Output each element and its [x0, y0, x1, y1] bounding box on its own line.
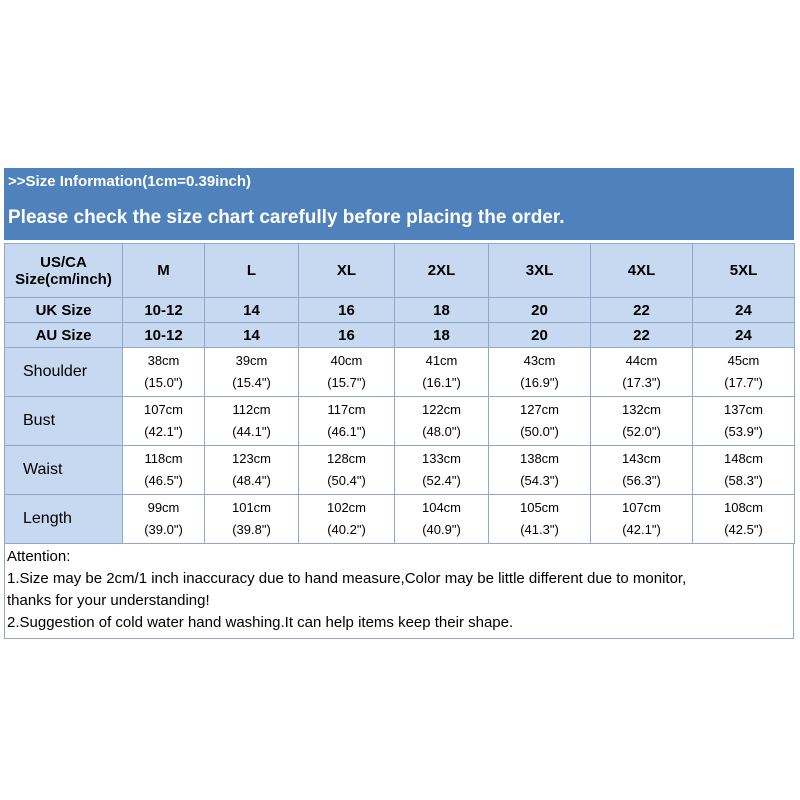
cm-value: 39cm	[235, 353, 268, 368]
cm-value: 138cm	[519, 451, 560, 466]
size-header-cell: L	[205, 244, 299, 298]
measurement-cell	[299, 446, 395, 495]
inch-value: (15.0")	[144, 375, 183, 390]
size-header-cell: 4XL	[591, 244, 693, 298]
inch-value: (46.1")	[327, 424, 366, 439]
inch-value: (39.0")	[144, 522, 183, 537]
banner	[4, 168, 794, 243]
measurement-cell	[205, 495, 299, 544]
inch-value: (58.3")	[724, 473, 763, 488]
inch-value: (16.1")	[422, 375, 461, 390]
cm-value: 118cm	[144, 451, 183, 466]
inch-value: (54.3")	[520, 473, 559, 488]
us-ca-label-text: US/CA	[40, 253, 87, 271]
measurement-cell	[205, 397, 299, 446]
measurement-label: Length	[5, 495, 123, 544]
uk-size-cell: 18	[395, 298, 489, 323]
measurement-cell	[299, 348, 395, 397]
inch-value: (40.9")	[422, 522, 461, 537]
measurement-cell	[489, 348, 591, 397]
inch-value: (16.9")	[520, 375, 559, 390]
measurement-cell	[299, 397, 395, 446]
cm-value: 112cm	[232, 402, 271, 417]
cm-value: 108cm	[723, 500, 764, 515]
cm-value: 132cm	[621, 402, 662, 417]
inch-value: (50.0")	[520, 424, 559, 439]
attention-heading: Attention:	[7, 548, 71, 565]
cm-value: 143cm	[621, 451, 662, 466]
inch-value: (39.8")	[232, 522, 271, 537]
cm-value: 105cm	[519, 500, 560, 515]
cm-value: 45cm	[727, 353, 760, 368]
cm-value: 122cm	[421, 402, 462, 417]
measurement-cell	[123, 348, 205, 397]
measurement-label: Waist	[5, 446, 123, 495]
measurement-rows	[5, 348, 795, 544]
cm-value: 127cm	[519, 402, 560, 417]
inch-value: (56.3")	[622, 473, 661, 488]
measurement-cell	[693, 446, 795, 495]
measurement-cell	[489, 446, 591, 495]
uk-size-cell: 14	[205, 298, 299, 323]
inch-value: (42.1")	[144, 424, 183, 439]
size-unit-label-text: Size(cm/inch)	[15, 270, 112, 288]
note-line: thanks for your understanding!	[7, 592, 210, 609]
measurement-cell	[395, 446, 489, 495]
size-header-cell: 5XL	[693, 244, 795, 298]
measurement-label: Bust	[5, 397, 123, 446]
measurement-cell	[123, 495, 205, 544]
au-size-cell: 24	[693, 323, 795, 348]
measurement-cell	[591, 348, 693, 397]
cm-value: 107cm	[621, 500, 662, 515]
size-header-cell: 2XL	[395, 244, 489, 298]
size-chart	[4, 168, 794, 639]
measurement-cell	[123, 397, 205, 446]
measurement-cell	[395, 495, 489, 544]
uk-size-cell: 22	[591, 298, 693, 323]
cm-value: 44cm	[625, 353, 658, 368]
inch-value: (50.4")	[327, 473, 366, 488]
cm-value: 128cm	[326, 451, 367, 466]
measurement-cell	[489, 397, 591, 446]
cm-value: 99cm	[147, 500, 180, 515]
cm-value: 148cm	[723, 451, 764, 466]
order-instruction: Please check the size chart carefully before placing the order.	[4, 196, 794, 243]
au-size-cell: 22	[591, 323, 693, 348]
cm-value: 102cm	[326, 500, 367, 515]
measurement-row-bust	[5, 397, 795, 446]
measurement-cell	[591, 397, 693, 446]
measurement-cell	[123, 446, 205, 495]
size-header-cell: XL	[299, 244, 395, 298]
measurement-cell	[693, 348, 795, 397]
measurement-label: Shoulder	[5, 348, 123, 397]
measurement-cell	[395, 397, 489, 446]
inch-value: (52.4")	[422, 473, 461, 488]
uk-size-label: UK Size	[5, 298, 123, 323]
cm-value: 117cm	[327, 402, 366, 417]
inch-value: (17.3")	[622, 375, 661, 390]
note-line: 2.Suggestion of cold water hand washing.It can help items keep their shape.	[7, 614, 514, 631]
inch-value: (53.9")	[724, 424, 763, 439]
measurement-cell	[299, 495, 395, 544]
cm-value: 137cm	[723, 402, 764, 417]
size-header-cell: 3XL	[489, 244, 591, 298]
au-size-label: AU Size	[5, 323, 123, 348]
cm-value: 43cm	[523, 353, 556, 368]
au-size-cell: 10-12	[123, 323, 205, 348]
au-size-row	[5, 323, 795, 348]
inch-value: (41.3")	[520, 522, 559, 537]
uk-size-row	[5, 298, 795, 323]
inch-value: (15.4")	[232, 375, 271, 390]
uk-size-cell: 16	[299, 298, 395, 323]
measurement-row-shoulder	[5, 348, 795, 397]
note-line: 1.Size may be 2cm/1 inch inaccuracy due to hand measure,Color may be little different due to monitor,	[7, 570, 687, 587]
measurement-cell	[205, 446, 299, 495]
inch-value: (44.1")	[232, 424, 271, 439]
inch-value: (52.0")	[622, 424, 661, 439]
measurement-cell	[591, 495, 693, 544]
inch-value: (48.0")	[422, 424, 461, 439]
cm-value: 123cm	[231, 451, 272, 466]
inch-value: (17.7")	[724, 375, 763, 390]
inch-value: (48.4")	[232, 473, 271, 488]
measurement-cell	[693, 495, 795, 544]
uk-size-cell: 10-12	[123, 298, 205, 323]
measurement-row-length	[5, 495, 795, 544]
inch-value: (40.2")	[327, 522, 366, 537]
cm-value: 38cm	[147, 353, 180, 368]
au-size-cell: 18	[395, 323, 489, 348]
us-ca-size-label	[5, 244, 123, 298]
au-size-cell: 16	[299, 323, 395, 348]
inch-value: (42.5")	[724, 522, 763, 537]
au-size-cell: 14	[205, 323, 299, 348]
measurement-cell	[489, 495, 591, 544]
size-info-heading: >>Size Information(1cm=0.39inch)	[8, 173, 251, 190]
cm-value: 133cm	[421, 451, 462, 466]
inch-value: (42.1")	[622, 522, 661, 537]
attention-notes	[4, 544, 794, 639]
size-table	[4, 243, 795, 544]
measurement-row-waist	[5, 446, 795, 495]
inch-value: (46.5")	[144, 473, 183, 488]
measurement-cell	[395, 348, 489, 397]
measurement-cell	[591, 446, 693, 495]
au-size-cell: 20	[489, 323, 591, 348]
size-header-cell: M	[123, 244, 205, 298]
cm-value: 41cm	[425, 353, 458, 368]
cm-value: 101cm	[231, 500, 272, 515]
uk-size-cell: 24	[693, 298, 795, 323]
measurement-cell	[693, 397, 795, 446]
cm-value: 104cm	[421, 500, 462, 515]
inch-value: (15.7")	[327, 375, 366, 390]
uk-size-cell: 20	[489, 298, 591, 323]
size-header-row	[5, 244, 795, 298]
measurement-cell	[205, 348, 299, 397]
cm-value: 107cm	[143, 402, 184, 417]
cm-value: 40cm	[330, 353, 363, 368]
